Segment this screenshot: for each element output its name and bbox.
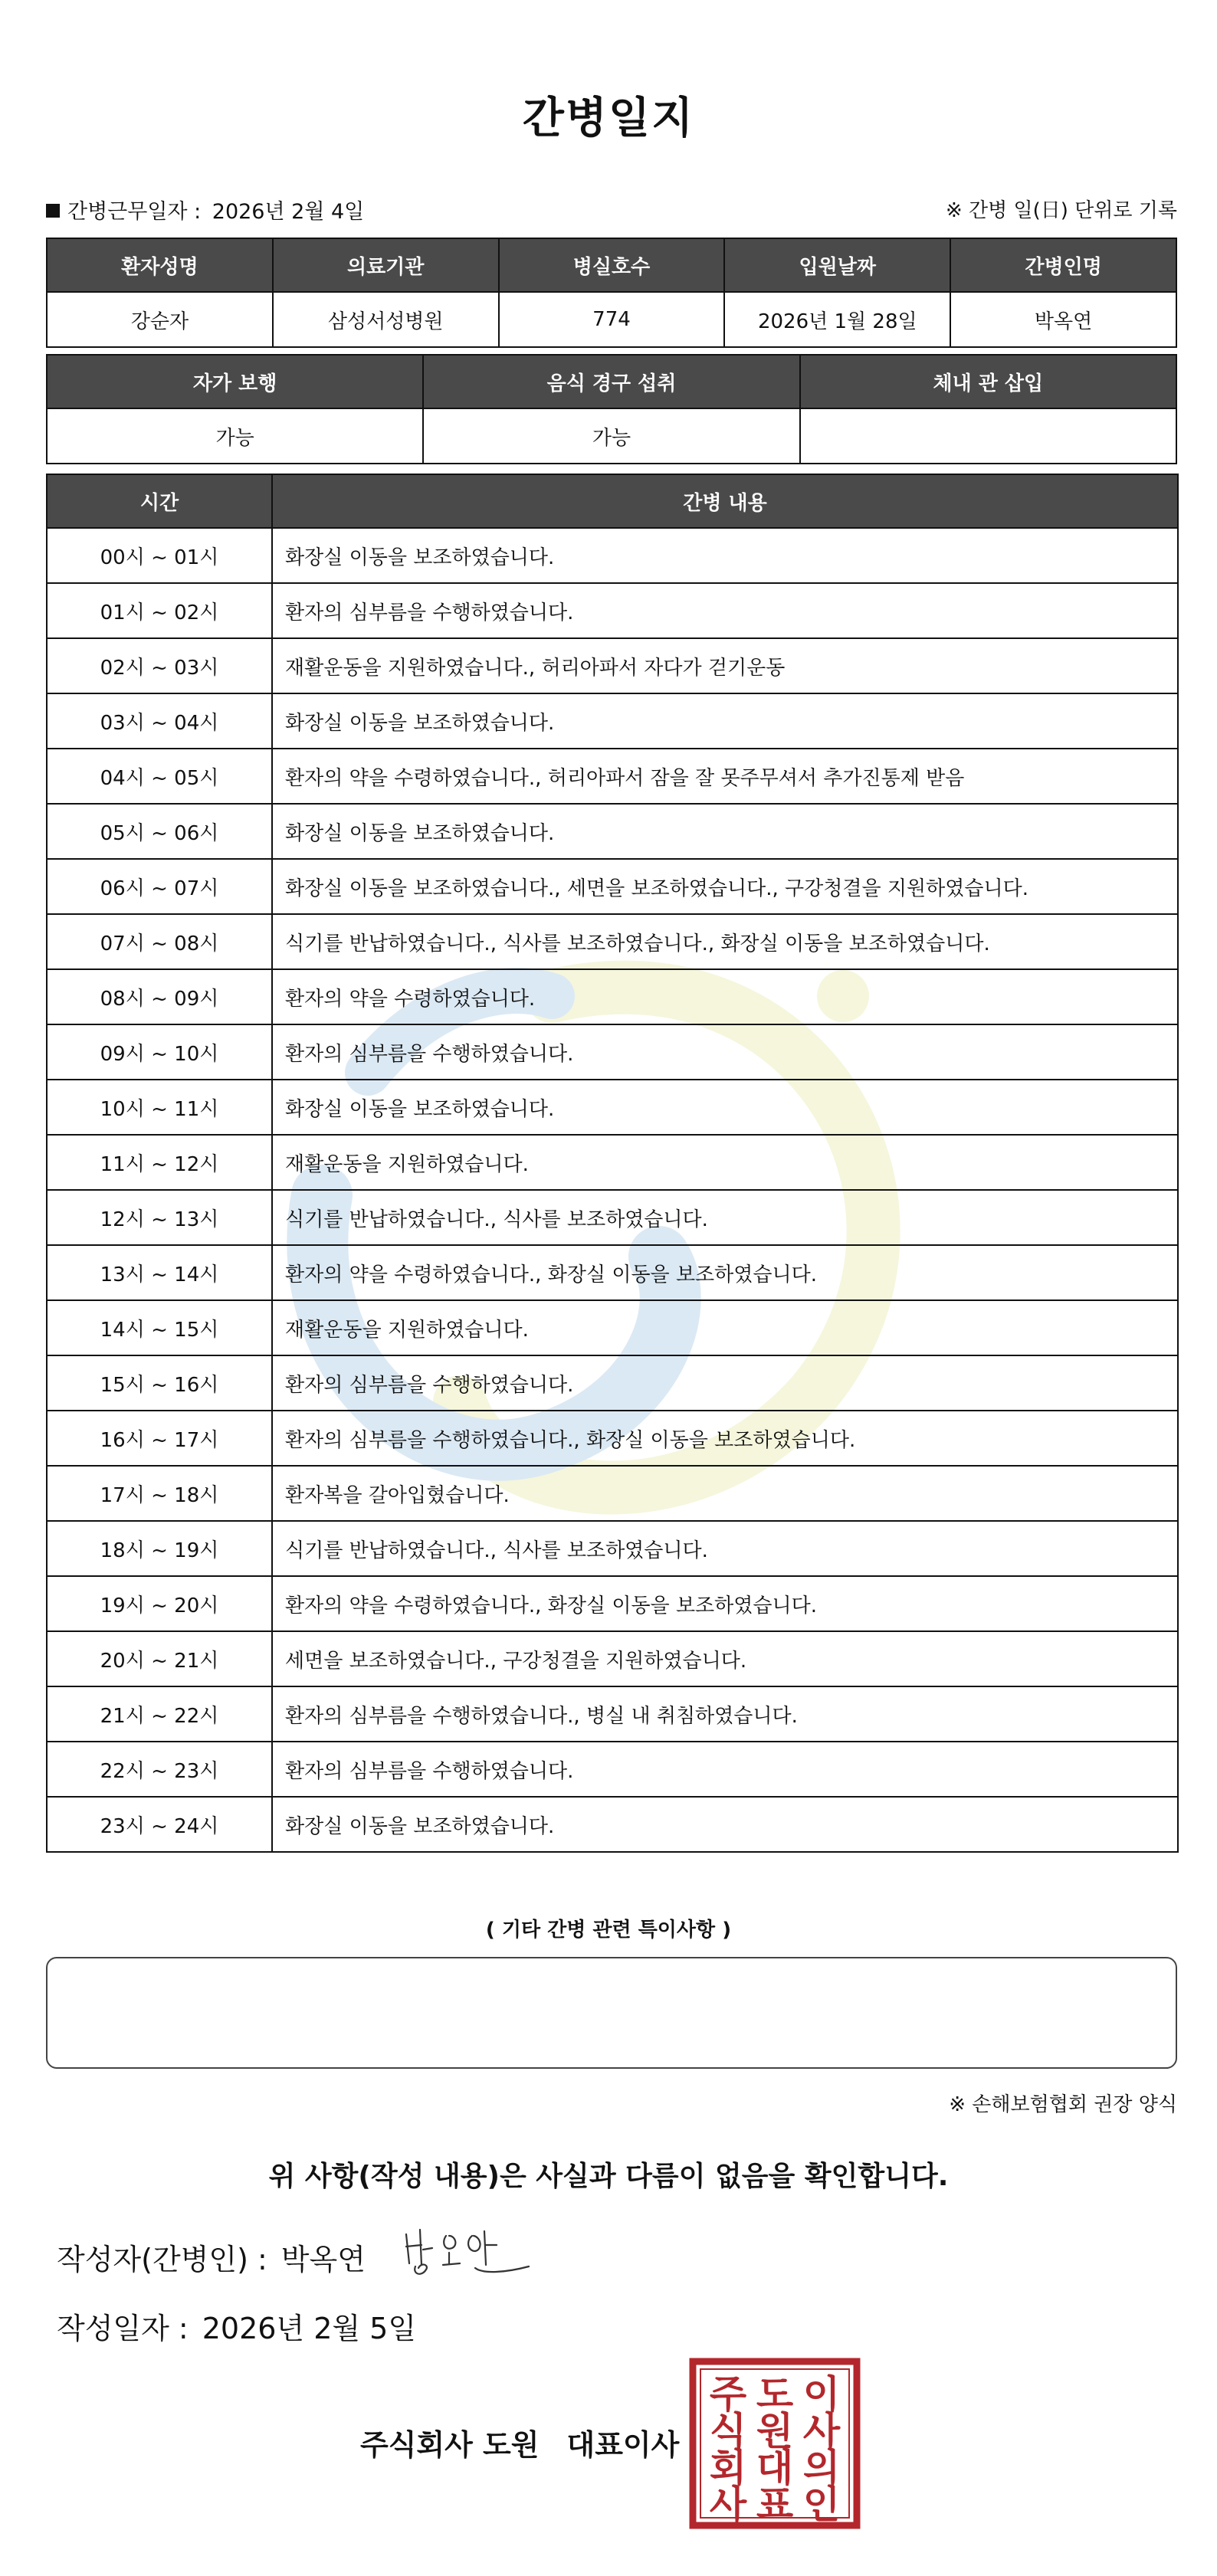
time-cell: 15시 ~ 16시: [47, 1355, 272, 1411]
table-row: [47, 914, 1178, 969]
table-row: [47, 638, 1178, 693]
written-date-label: 작성일자 :: [57, 2312, 189, 2345]
header-time: 시간: [47, 474, 272, 528]
header-hospital: 의료기관: [273, 238, 499, 292]
table-row: [47, 749, 1178, 804]
seal-character: 사: [709, 2483, 747, 2527]
time-cell: 07시 ~ 08시: [47, 914, 272, 969]
time-cell: 06시 ~ 07시: [47, 859, 272, 914]
written-date-line: [57, 2305, 416, 2347]
table-row: [47, 1797, 1178, 1852]
seal-character: 이: [802, 2372, 841, 2417]
value-room: 774: [499, 292, 725, 347]
table-row: [47, 1686, 1178, 1742]
work-date-value: 2026년 2월 4일: [212, 200, 365, 224]
page-title: 간병일지: [522, 93, 695, 143]
care-content-cell: 환자의 심부름을 수행하였습니다.: [272, 1355, 1178, 1411]
time-cell: 09시 ~ 10시: [47, 1024, 272, 1080]
patient-status-table: [46, 354, 1177, 464]
time-cell: 19시 ~ 20시: [47, 1576, 272, 1631]
care-content-cell: 화장실 이동을 보조하였습니다.: [272, 1797, 1178, 1852]
table-row: [47, 693, 1178, 749]
care-content-cell: 재활운동을 지원하였습니다.: [272, 1135, 1178, 1190]
care-content-cell: 세면을 보조하였습니다., 구강청결을 지원하였습니다.: [272, 1631, 1178, 1686]
table-row: [47, 583, 1178, 638]
care-content-cell: 환자의 약을 수령하였습니다., 화장실 이동을 보조하였습니다.: [272, 1576, 1178, 1631]
seal-character: 주: [709, 2372, 747, 2417]
table-row: [47, 1466, 1178, 1521]
company-seal-stamp: [688, 2357, 861, 2530]
time-cell: 03시 ~ 04시: [47, 693, 272, 749]
table-row: [47, 1576, 1178, 1631]
header-caregiver: 간병인명: [950, 238, 1176, 292]
value-caregiver: 박옥연: [950, 292, 1176, 347]
unit-note: ※ 간병 일(日) 단위로 기록: [945, 199, 1177, 222]
time-cell: 23시 ~ 24시: [47, 1797, 272, 1852]
table-row: [47, 1742, 1178, 1797]
header-care-content: 간병 내용: [272, 474, 1178, 528]
special-notes-box: [46, 1957, 1177, 2069]
table-row: [47, 1355, 1178, 1411]
header-oral-intake: 음식 경구 섭취: [423, 355, 799, 408]
value-hospital: 삼성서성병원: [273, 292, 499, 347]
table-row: [47, 1411, 1178, 1466]
table-row: [47, 1080, 1178, 1135]
table-row: [47, 1135, 1178, 1190]
confirmation-statement: 위 사항(작성 내용)은 사실과 다름이 없음을 확인합니다.: [268, 2161, 949, 2192]
header-tube-insertion: 체내 관 삽입: [800, 355, 1176, 408]
seal-character: 대: [756, 2446, 794, 2490]
time-cell: 12시 ~ 13시: [47, 1190, 272, 1245]
care-content-cell: 환자의 약을 수령하였습니다.: [272, 969, 1178, 1024]
time-cell: 20시 ~ 21시: [47, 1631, 272, 1686]
care-log-table: [46, 474, 1179, 1853]
table-row: [47, 1300, 1178, 1355]
header-patient-name: 환자성명: [47, 238, 273, 292]
value-admission-date: 2026년 1월 28일: [724, 292, 950, 347]
time-cell: 11시 ~ 12시: [47, 1135, 272, 1190]
care-content-cell: 식기를 반납하였습니다., 식사를 보조하였습니다.: [272, 1190, 1178, 1245]
care-content-cell: 화장실 이동을 보조하였습니다.: [272, 528, 1178, 583]
work-date-line: 간병근무일자 : 2026년 2월 4일: [46, 195, 364, 224]
table-row: [47, 528, 1178, 583]
care-content-cell: 환자의 심부름을 수행하였습니다.: [272, 1024, 1178, 1080]
time-cell: 01시 ~ 02시: [47, 583, 272, 638]
time-cell: 18시 ~ 19시: [47, 1521, 272, 1576]
company-name: 주식회사 도원: [360, 2428, 540, 2462]
care-content-cell: 환자의 약을 수령하였습니다., 허리아파서 잠을 잘 못주무셔서 추가진통제 받음: [272, 749, 1178, 804]
care-content-cell: 화장실 이동을 보조하였습니다., 세면을 보조하였습니다., 구강청결을 지원하였습니다.: [272, 859, 1178, 914]
care-content-cell: 환자의 심부름을 수행하였습니다., 병실 내 취침하였습니다.: [272, 1686, 1178, 1742]
time-cell: 05시 ~ 06시: [47, 804, 272, 859]
written-date-value: 2026년 2월 5일: [202, 2312, 417, 2345]
seal-character: 회: [709, 2446, 747, 2490]
time-cell: 00시 ~ 01시: [47, 528, 272, 583]
seal-character: 도: [756, 2372, 794, 2417]
value-self-walking: 가능: [47, 408, 423, 464]
seal-character: 식: [709, 2409, 747, 2453]
time-cell: 08시 ~ 09시: [47, 969, 272, 1024]
recommend-note: ※ 손해보험협회 권장 양식: [949, 2093, 1177, 2116]
care-content-cell: 화장실 이동을 보조하였습니다.: [272, 693, 1178, 749]
writer-name: 박옥연: [280, 2243, 366, 2276]
value-patient-name: 강순자: [47, 292, 273, 347]
work-date-label: 간병근무일자: [67, 200, 188, 224]
patient-info-table: [46, 238, 1177, 348]
time-cell: 22시 ~ 23시: [47, 1742, 272, 1797]
square-bullet-icon: [46, 204, 60, 218]
table-row: [47, 859, 1178, 914]
company-line: [360, 2421, 679, 2463]
writer-label: 작성자(간병인) :: [57, 2243, 267, 2276]
time-cell: 17시 ~ 18시: [47, 1466, 272, 1521]
care-content-cell: 환자복을 갈아입혔습니다.: [272, 1466, 1178, 1521]
time-cell: 10시 ~ 11시: [47, 1080, 272, 1135]
time-cell: 14시 ~ 15시: [47, 1300, 272, 1355]
header-admission-date: 입원날짜: [724, 238, 950, 292]
table-row: [47, 1631, 1178, 1686]
table-row: [47, 1190, 1178, 1245]
seal-character: 표: [756, 2483, 794, 2527]
header-self-walking: 자가 보행: [47, 355, 423, 408]
care-content-cell: 화장실 이동을 보조하였습니다.: [272, 804, 1178, 859]
table-row: [47, 804, 1178, 859]
seal-character: 의: [802, 2446, 841, 2490]
time-cell: 13시 ~ 14시: [47, 1245, 272, 1300]
seal-character: 원: [756, 2409, 794, 2453]
care-content-cell: 식기를 반납하였습니다., 식사를 보조하였습니다., 화장실 이동을 보조하였습니다.: [272, 914, 1178, 969]
care-content-cell: 환자의 약을 수령하였습니다., 화장실 이동을 보조하였습니다.: [272, 1245, 1178, 1300]
time-cell: 16시 ~ 17시: [47, 1411, 272, 1466]
care-content-cell: 재활운동을 지원하였습니다.: [272, 1300, 1178, 1355]
care-content-cell: 화장실 이동을 보조하였습니다.: [272, 1080, 1178, 1135]
company-representative: 대표이사: [566, 2428, 680, 2462]
special-notes-label: ( 기타 간병 관련 특이사항 ): [485, 1919, 732, 1942]
table-row: [47, 969, 1178, 1024]
table-row: [47, 1024, 1178, 1080]
table-row: [47, 1245, 1178, 1300]
time-cell: 21시 ~ 22시: [47, 1686, 272, 1742]
care-content-cell: 환자의 심부름을 수행하였습니다.: [272, 583, 1178, 638]
writer-line: [57, 2236, 366, 2278]
time-cell: 02시 ~ 03시: [47, 638, 272, 693]
care-content-cell: 식기를 반납하였습니다., 식사를 보조하였습니다.: [272, 1521, 1178, 1576]
value-tube-insertion: [800, 408, 1176, 464]
value-oral-intake: 가능: [423, 408, 799, 464]
seal-character: 사: [802, 2409, 841, 2453]
seal-character: 인: [802, 2483, 841, 2527]
header-room: 병실호수: [499, 238, 725, 292]
handwritten-signature: [399, 2219, 536, 2288]
care-content-cell: 재활운동을 지원하였습니다., 허리아파서 자다가 걷기운동: [272, 638, 1178, 693]
care-content-cell: 환자의 심부름을 수행하였습니다.: [272, 1742, 1178, 1797]
time-cell: 04시 ~ 05시: [47, 749, 272, 804]
care-content-cell: 환자의 심부름을 수행하였습니다., 화장실 이동을 보조하였습니다.: [272, 1411, 1178, 1466]
table-row: [47, 1521, 1178, 1576]
